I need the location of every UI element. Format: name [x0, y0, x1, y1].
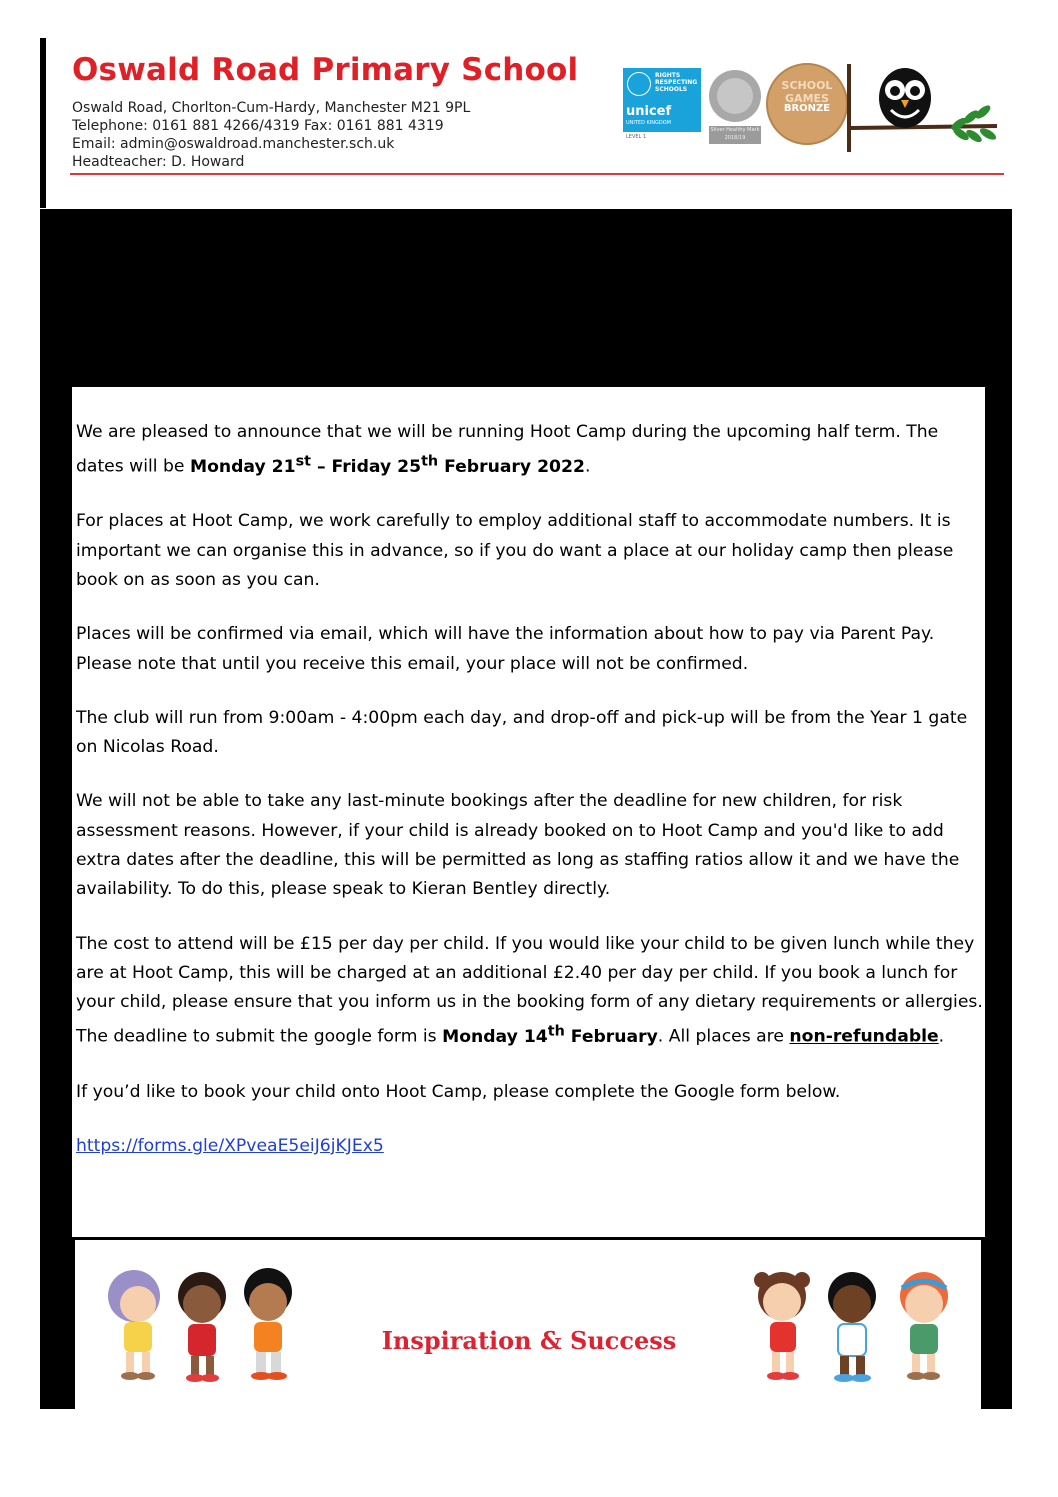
games-level: BRONZE — [783, 103, 831, 114]
owl-logo-icon — [847, 62, 1007, 154]
header-divider — [70, 173, 1004, 175]
school-telephone: Telephone: 0161 881 4266/4319 Fax: 0161 881 4319 — [72, 118, 444, 134]
letter-body — [76, 418, 988, 1186]
google-form-link[interactable]: https://forms.gle/XPveaE5eiJ6jKJEx5 — [76, 1135, 384, 1156]
paragraph-booking: If you’d like to book your child onto Hoot Camp, please complete the Google form below. — [76, 1081, 841, 1102]
unicef-label: unicef — [626, 104, 672, 119]
paragraph-late-bookings: We will not be able to take any last-minute bookings after the deadline for new children, for risk assessment reasons. However, if your child is already booked on to Hoot Camp and you'd like to add extra dates after the deadline, this will be permitted as long as staffing ratios allow it and we have the availability. To do this, please speak to Kieran Bentley directly. — [76, 791, 960, 900]
paragraph-dates: We are pleased to announce that we will be running Hoot Camp during the upcoming half term. The dates will be Monday 21st – Friday 25th February 2022. — [76, 422, 939, 478]
camp-dates: Monday 21st – Friday 25th February 2022 — [189, 453, 585, 478]
children-illustration-right — [748, 1266, 964, 1388]
rrs-label: RIGHTS RESPECTING SCHOOLS — [655, 72, 698, 93]
school-address: Oswald Road, Chorlton-Cum-Hardy, Manchester M21 9PL — [72, 100, 471, 116]
sport-mark-badge — [709, 70, 761, 122]
left-rule — [40, 38, 46, 208]
games-title: SCHOOL GAMES — [781, 79, 833, 105]
headteacher: Headteacher: D. Howard — [72, 154, 245, 170]
unicef-rights-respecting-badge — [623, 68, 701, 132]
non-refundable: non-refundable — [789, 1027, 939, 1048]
unicef-country: UNITED KINGDOM — [626, 120, 671, 126]
paragraph-times: The club will run from 9:00am - 4:00pm each day, and drop-off and pick-up will be from the Year 1 gate on Nicolas Road. — [76, 707, 968, 758]
paragraph-confirmation: Places will be confirmed via email, which will have the information about how to pay via Parent Pay. Please note that until you receive this email, your place will not be confirmed. — [76, 624, 935, 674]
paragraph-places: For places at Hoot Camp, we work carefully to employ additional staff to accommodate numbers. It is important we can organise this in advance, so if you do want a place at our holiday camp then please book on as soon as you can. — [76, 511, 954, 590]
school-name: Oswald Road Primary School — [72, 52, 579, 88]
rrs-logo-icon — [627, 72, 651, 96]
school-motto: Inspiration & Success — [381, 1326, 677, 1355]
deadline-date: Monday 14th February — [442, 1023, 658, 1048]
school-email: Email: admin@oswaldroad.manchester.sch.uk — [72, 136, 395, 152]
rrs-level: LEVEL 1 — [626, 134, 647, 140]
sport-figures-icon — [717, 78, 753, 114]
paragraph-cost: The cost to attend will be £15 per day per child. If you would like your child to be given lunch while they are at Hoot Camp, this will be charged at an additional £2.40 per day per child. If you book a lunch for your child, please ensure that you inform us in the booking form of any dietary requirements or allergies. The deadline to submit the google form is Monday 14th February. All places are non-refundable. — [76, 933, 983, 1048]
school-games-badge — [766, 63, 848, 145]
sport-mark-label: Silver Healthy Mark 2018/19 — [709, 126, 761, 144]
